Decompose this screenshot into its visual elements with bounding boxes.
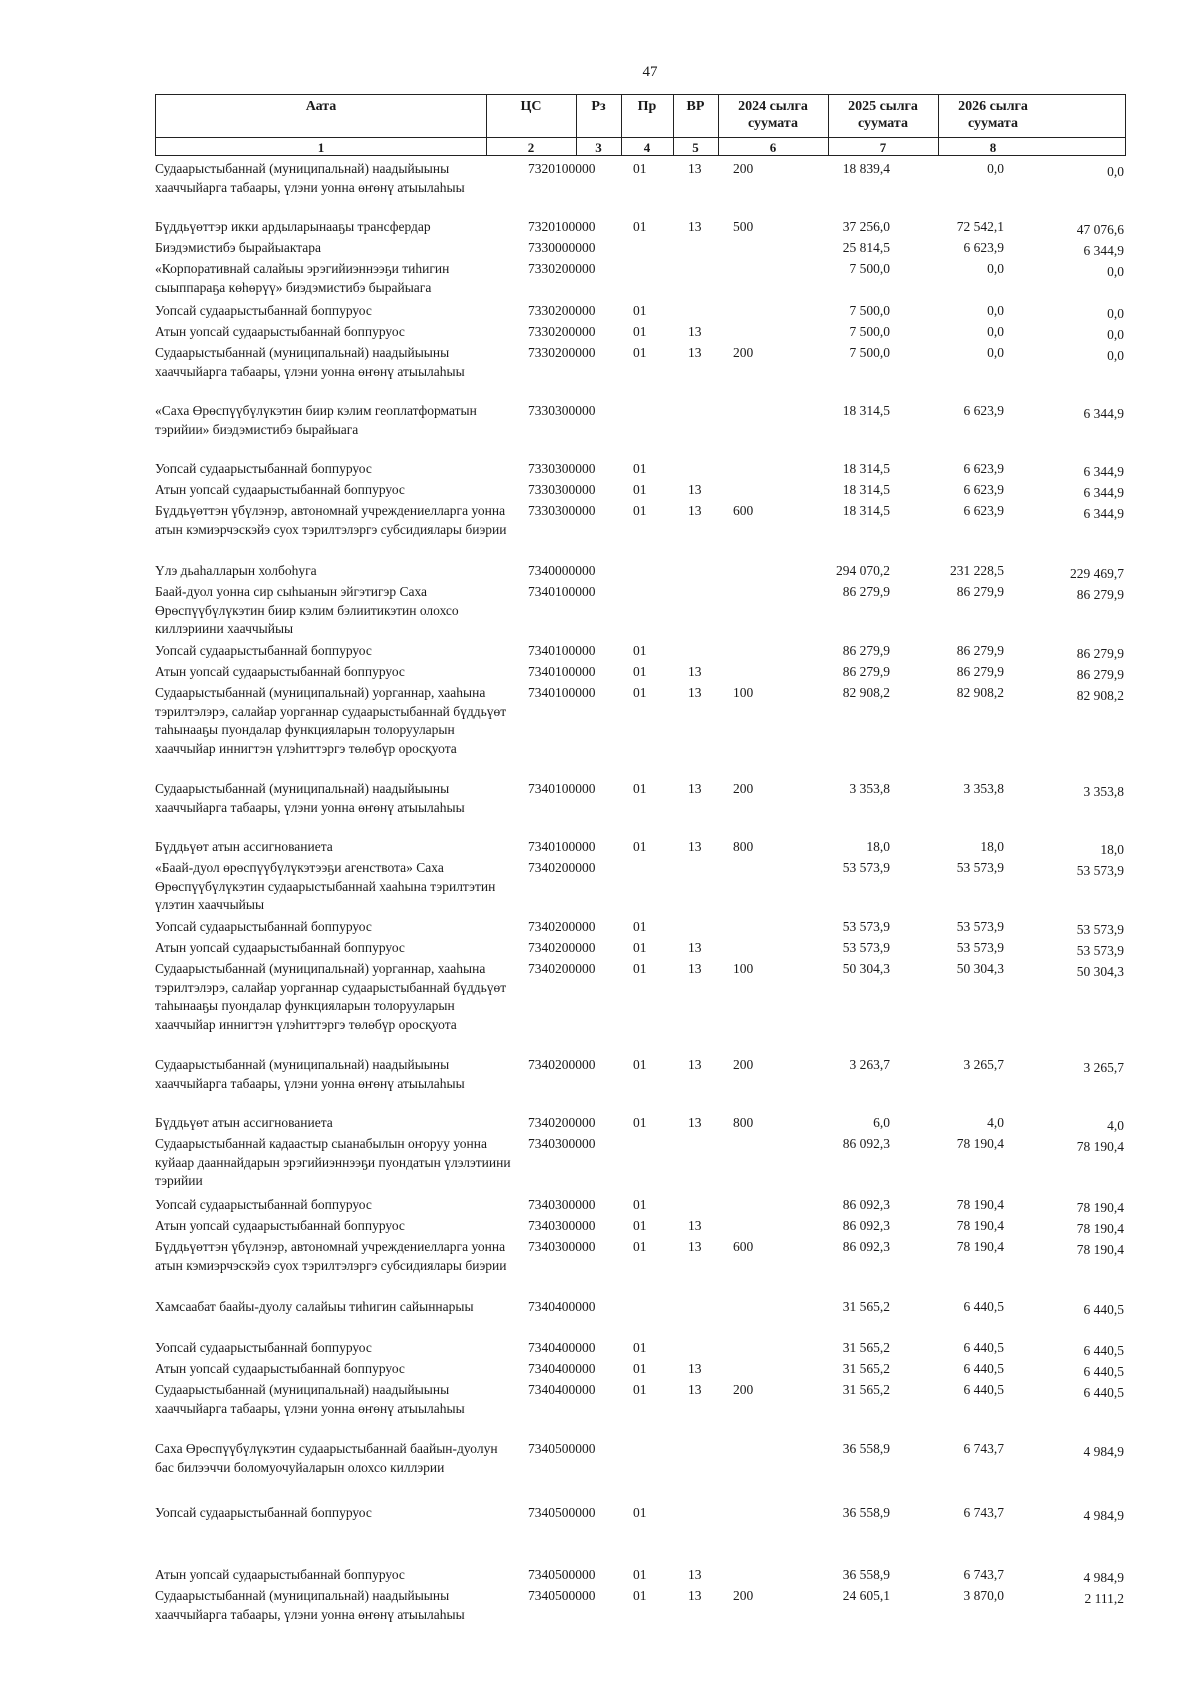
row-y2026: 6 344,9 (1083, 506, 1124, 521)
row-cs: 7340400000 (528, 1382, 596, 1397)
row-y2026: 53 573,9 (1076, 943, 1124, 958)
row-rz: 01 (633, 839, 647, 854)
row-y2025: 3 870,0 (963, 1588, 1004, 1603)
row-name: Уопсай судаарыстыбаннай боппуруос (155, 303, 372, 318)
row-name: Бүддьүөттэн үбүлэнэр, автономнай учреждениелларга уонна атын кэмиэрчэскэйэ суох тэрилтэлэргэ субсидиялары биэрии (155, 1239, 507, 1273)
row-cs: 7340400000 (528, 1340, 596, 1355)
row-y2026: 6 344,9 (1083, 406, 1124, 421)
row-rz: 01 (633, 961, 647, 976)
row-y2025: 6 623,9 (963, 403, 1004, 418)
row-y2026: 229 469,7 (1070, 566, 1124, 581)
row-vr: 200 (733, 781, 754, 796)
row-name: Бүддьүөттэр икки ардыларынааҕы трансфердар (155, 219, 431, 234)
row-y2024: 3 353,8 (849, 781, 890, 796)
row-pr: 13 (688, 1588, 702, 1603)
row-y2025: 231 228,5 (950, 563, 1004, 578)
row-cs: 7340100000 (528, 584, 596, 599)
row-y2025: 18,0 (980, 839, 1004, 854)
row-name: Атын уопсай судаарыстыбаннай боппуруос (155, 482, 405, 497)
row-rz: 01 (633, 1197, 647, 1212)
row-y2025: 72 542,1 (956, 219, 1004, 234)
row-rz: 01 (633, 324, 647, 339)
row-name: Уопсай судаарыстыбаннай боппуруос (155, 1197, 372, 1212)
row-pr: 13 (688, 961, 702, 976)
row-name: Хамсаабат баайы-дуолу салайыы тиһигин сайыннарыы (155, 1299, 474, 1314)
row-pr: 13 (688, 1115, 702, 1130)
row-name: «Саха Өрөспүүбүлүкэтин биир кэлим геоплатформатын тэрийии» биэдэмистибэ бырайыага (155, 403, 477, 437)
row-cs: 7340200000 (528, 860, 596, 875)
row-vr: 500 (733, 219, 754, 234)
row-rz: 01 (633, 1567, 647, 1582)
row-y2024: 18 314,5 (842, 461, 890, 476)
row-pr: 13 (688, 940, 702, 955)
row-y2024: 18,0 (866, 839, 890, 854)
row-cs: 7340200000 (528, 940, 596, 955)
row-cs: 7340300000 (528, 1218, 596, 1233)
row-cs: 7340100000 (528, 781, 596, 796)
row-name: Судаарыстыбаннай (муниципальнай) наадыйыыны хааччыйарга табаары, үлэни уонна өҥөнү атыылаһыы (155, 345, 465, 379)
row-y2024: 24 605,1 (842, 1588, 890, 1603)
row-vr: 600 (733, 503, 754, 518)
row-y2025: 6 623,9 (963, 240, 1004, 255)
row-rz: 01 (633, 1505, 647, 1520)
row-y2026: 78 190,4 (1076, 1242, 1124, 1257)
row-cs: 7340500000 (528, 1441, 596, 1456)
row-name: Бүддьүөт атын ассигнованиета (155, 1115, 333, 1130)
row-y2024: 86 279,9 (842, 643, 890, 658)
row-name: Атын уопсай судаарыстыбаннай боппуруос (155, 1361, 405, 1376)
row-pr: 13 (688, 1057, 702, 1072)
row-pr: 13 (688, 345, 702, 360)
row-y2026: 47 076,6 (1076, 222, 1124, 237)
row-y2025: 6 623,9 (963, 482, 1004, 497)
row-name: Судаарыстыбаннай (муниципальнай) наадыйыыны хааччыйарга табаары, үлэни уонна өҥөнү атыылаһыы (155, 781, 465, 815)
header-rule (156, 137, 1125, 138)
row-y2024: 53 573,9 (842, 919, 890, 934)
row-y2026: 82 908,2 (1076, 688, 1124, 703)
col-number: 2 (527, 140, 535, 155)
row-rz: 01 (633, 1239, 647, 1254)
row-y2025: 0,0 (987, 345, 1004, 360)
row-y2026: 6 344,9 (1083, 464, 1124, 479)
row-y2024: 36 558,9 (842, 1441, 890, 1456)
row-rz: 01 (633, 781, 647, 796)
row-cs: 7330200000 (528, 303, 596, 318)
row-rz: 01 (633, 461, 647, 476)
row-cs: 7330300000 (528, 461, 596, 476)
row-pr: 13 (688, 839, 702, 854)
row-y2025: 6 743,7 (963, 1505, 1004, 1520)
row-y2025: 78 190,4 (956, 1239, 1004, 1254)
header-vr: ВР (686, 99, 705, 114)
row-name: «Корпоративнай салайыы эрэгийиэннээҕи тиһигин сыыппараҕа көһөрүү» биэдэмистибэ бырайыага (155, 261, 450, 295)
row-pr: 13 (688, 1382, 702, 1397)
row-rz: 01 (633, 503, 647, 518)
row-y2024: 18 839,4 (842, 161, 890, 176)
row-cs: 7330300000 (528, 482, 596, 497)
row-y2024: 53 573,9 (842, 860, 890, 875)
row-y2024: 6,0 (873, 1115, 890, 1130)
row-cs: 7340200000 (528, 1115, 596, 1130)
row-name: Атын уопсай судаарыстыбаннай боппуруос (155, 1218, 405, 1233)
row-y2025: 6 440,5 (963, 1340, 1004, 1355)
row-name: «Баай-дуол өрөспүүбүлүкэтээҕи агенствота» Саха Өрөспүүбүлүкэтин судаарыстыбаннай хааһына тэрилтэтин үлэтин хааччыйыы (155, 860, 496, 912)
row-y2025: 78 190,4 (956, 1218, 1004, 1233)
row-name: Уопсай судаарыстыбаннай боппуруос (155, 1505, 372, 1520)
col-number: 6 (769, 140, 777, 155)
row-name: Атын уопсай судаарыстыбаннай боппуруос (155, 940, 405, 955)
row-y2026: 6 344,9 (1083, 243, 1124, 258)
row-cs: 7340100000 (528, 685, 596, 700)
row-y2026: 0,0 (1107, 264, 1124, 279)
row-y2024: 7 500,0 (849, 303, 890, 318)
row-y2025: 4,0 (987, 1115, 1004, 1130)
row-y2025: 53 573,9 (956, 919, 1004, 934)
row-y2024: 82 908,2 (842, 685, 890, 700)
row-cs: 7320100000 (528, 219, 596, 234)
row-pr: 13 (688, 503, 702, 518)
row-pr: 13 (688, 482, 702, 497)
row-y2026: 78 190,4 (1076, 1200, 1124, 1215)
row-name: Судаарыстыбаннай (муниципальнай) уорганнар, хааһына тэрилтэлэрэ, салайар уорганнар судаарыстыбаннай бүддьүөт таһынааҕы пуондалар функцияларын толорууларын хааччыйар иннигтэн үлэһиттэргэ төлөбүр оросқуота (155, 685, 507, 756)
row-vr: 100 (733, 685, 754, 700)
row-vr: 200 (733, 1588, 754, 1603)
row-pr: 13 (688, 219, 702, 234)
row-y2025: 78 190,4 (956, 1136, 1004, 1151)
row-cs: 7340500000 (528, 1505, 596, 1520)
header-y2024: 2024 сылга суумата (738, 99, 808, 131)
row-vr: 800 (733, 1115, 754, 1130)
row-y2026: 50 304,3 (1076, 964, 1124, 979)
row-cs: 7340300000 (528, 1197, 596, 1212)
row-y2026: 86 279,9 (1076, 587, 1124, 602)
row-rz: 01 (633, 1361, 647, 1376)
row-rz: 01 (633, 685, 647, 700)
row-y2024: 294 070,2 (836, 563, 890, 578)
row-rz: 01 (633, 919, 647, 934)
row-name: Судаарыстыбаннай (муниципальнай) наадыйыыны хааччыйарга табаары, үлэни уонна өҥөнү атыылаһыы (155, 1382, 465, 1416)
row-cs: 7340100000 (528, 839, 596, 854)
col-number: 1 (317, 140, 325, 155)
row-vr: 200 (733, 1057, 754, 1072)
row-y2026: 18,0 (1100, 842, 1124, 857)
row-y2025: 86 279,9 (956, 664, 1004, 679)
row-rz: 01 (633, 219, 647, 234)
row-pr: 13 (688, 324, 702, 339)
row-y2025: 6 743,7 (963, 1441, 1004, 1456)
row-y2026: 6 440,5 (1083, 1343, 1124, 1358)
row-rz: 01 (633, 1057, 647, 1072)
header-name: Аата (305, 99, 337, 114)
row-name: Атын уопсай судаарыстыбаннай боппуруос (155, 1567, 405, 1582)
row-pr: 13 (688, 161, 702, 176)
row-cs: 7340400000 (528, 1361, 596, 1376)
row-cs: 7340300000 (528, 1136, 596, 1151)
row-y2024: 7 500,0 (849, 345, 890, 360)
row-y2024: 31 565,2 (842, 1382, 890, 1397)
row-y2024: 50 304,3 (842, 961, 890, 976)
row-y2024: 25 814,5 (842, 240, 890, 255)
row-y2026: 0,0 (1107, 164, 1124, 179)
row-y2026: 86 279,9 (1076, 667, 1124, 682)
row-y2025: 6 743,7 (963, 1567, 1004, 1582)
row-y2026: 0,0 (1107, 348, 1124, 363)
row-y2025: 6 623,9 (963, 461, 1004, 476)
row-name: Судаарыстыбаннай (муниципальнай) наадыйыыны хааччыйарга табаары, үлэни уонна өҥөнү атыылаһыы (155, 1588, 465, 1622)
row-name: Судаарыстыбаннай (муниципальнай) наадыйыыны хааччыйарга табаары, үлэни уонна өҥөнү атыылаһыы (155, 1057, 465, 1091)
row-y2024: 86 092,3 (842, 1239, 890, 1254)
row-vr: 600 (733, 1239, 754, 1254)
row-y2024: 7 500,0 (849, 261, 890, 276)
row-y2024: 18 314,5 (842, 403, 890, 418)
header-y2026: 2026 сылга суумата (958, 99, 1028, 131)
row-cs: 7340200000 (528, 919, 596, 934)
header-cs: ЦС (520, 99, 542, 114)
row-y2024: 86 092,3 (842, 1218, 890, 1233)
row-rz: 01 (633, 643, 647, 658)
row-y2026: 6 440,5 (1083, 1302, 1124, 1317)
row-pr: 13 (688, 1361, 702, 1376)
row-y2024: 31 565,2 (842, 1340, 890, 1355)
row-pr: 13 (688, 1239, 702, 1254)
row-y2026: 6 344,9 (1083, 485, 1124, 500)
row-pr: 13 (688, 781, 702, 796)
row-rz: 01 (633, 1115, 647, 1130)
row-name: Судаарыстыбаннай (муниципальнай) наадыйыыны хааччыйарга табаары, үлэни уонна өҥөнү атыылаһыы (155, 161, 465, 195)
row-name: Уопсай судаарыстыбаннай боппуруос (155, 461, 372, 476)
row-y2024: 86 092,3 (842, 1197, 890, 1212)
row-name: Бүддьүөттэн үбүлэнэр, автономнай учреждениелларга уонна атын кэмиэрчэскэйэ суох тэрилтэлэргэ субсидиялары биэрии (155, 503, 507, 537)
page-number: 47 (642, 64, 658, 80)
row-rz: 01 (633, 1588, 647, 1603)
row-y2025: 3 353,8 (963, 781, 1004, 796)
row-y2024: 36 558,9 (842, 1505, 890, 1520)
row-y2026: 4,0 (1107, 1118, 1124, 1133)
row-cs: 7340400000 (528, 1299, 596, 1314)
row-vr: 200 (733, 1382, 754, 1397)
row-y2026: 4 984,9 (1083, 1508, 1124, 1523)
row-y2026: 6 440,5 (1083, 1385, 1124, 1400)
row-cs: 7340500000 (528, 1588, 596, 1603)
col-number: 8 (989, 140, 997, 155)
row-y2025: 53 573,9 (956, 860, 1004, 875)
row-cs: 7340500000 (528, 1567, 596, 1582)
row-y2024: 7 500,0 (849, 324, 890, 339)
row-pr: 13 (688, 685, 702, 700)
row-rz: 01 (633, 940, 647, 955)
row-pr: 13 (688, 664, 702, 679)
row-name: Атын уопсай судаарыстыбаннай боппуруос (155, 324, 405, 339)
row-name: Бүддьүөт атын ассигнованиета (155, 839, 333, 854)
row-y2025: 82 908,2 (956, 685, 1004, 700)
row-vr: 200 (733, 345, 754, 360)
row-y2025: 50 304,3 (956, 961, 1004, 976)
row-y2024: 18 314,5 (842, 503, 890, 518)
row-cs: 7320100000 (528, 161, 596, 176)
col-number: 7 (879, 140, 887, 155)
table-header (155, 94, 1126, 156)
row-y2025: 6 623,9 (963, 503, 1004, 518)
row-y2026: 3 353,8 (1083, 784, 1124, 799)
row-y2025: 53 573,9 (956, 940, 1004, 955)
row-name: Судаарыстыбаннай кадаастыр сыанабылын оҥоруу уонна куйаар дааннайдарын эрэгийиэннээҕи пуондатын үлэлэтиини тэрийии (155, 1136, 511, 1188)
row-y2025: 86 279,9 (956, 584, 1004, 599)
row-y2026: 78 190,4 (1076, 1139, 1124, 1154)
row-vr: 800 (733, 839, 754, 854)
row-y2026: 53 573,9 (1076, 922, 1124, 937)
row-cs: 7340200000 (528, 1057, 596, 1072)
row-rz: 01 (633, 161, 647, 176)
row-y2025: 0,0 (987, 261, 1004, 276)
row-pr: 13 (688, 1218, 702, 1233)
row-y2025: 6 440,5 (963, 1361, 1004, 1376)
row-y2024: 86 279,9 (842, 664, 890, 679)
header-rz: Рз (591, 99, 606, 114)
row-y2024: 3 263,7 (849, 1057, 890, 1072)
row-name: Судаарыстыбаннай (муниципальнай) уорганнар, хааһына тэрилтэлэрэ, салайар уорганнар судаарыстыбаннай бүддьүөт таһынааҕы пуондалар функцияларын толорууларын хааччыйар иннигтэн үлэһиттэргэ төлөбүр оросқуота (155, 961, 507, 1032)
row-cs: 7330200000 (528, 261, 596, 276)
row-y2026: 0,0 (1107, 327, 1124, 342)
row-y2026: 4 984,9 (1083, 1570, 1124, 1585)
row-rz: 01 (633, 1340, 647, 1355)
row-name: Уопсай судаарыстыбаннай боппуруос (155, 919, 372, 934)
row-y2026: 53 573,9 (1076, 863, 1124, 878)
header-y2025: 2025 сылга суумата (848, 99, 918, 131)
row-vr: 100 (733, 961, 754, 976)
row-y2024: 53 573,9 (842, 940, 890, 955)
row-y2024: 18 314,5 (842, 482, 890, 497)
row-y2026: 4 984,9 (1083, 1444, 1124, 1459)
row-cs: 7340300000 (528, 1239, 596, 1254)
row-y2024: 86 092,3 (842, 1136, 890, 1151)
row-cs: 7330300000 (528, 403, 596, 418)
row-y2025: 0,0 (987, 324, 1004, 339)
row-y2024: 37 256,0 (842, 219, 890, 234)
row-rz: 01 (633, 664, 647, 679)
row-cs: 7330000000 (528, 240, 596, 255)
row-name: Үлэ дьаһалларын холбоһуга (155, 563, 317, 578)
row-y2024: 86 279,9 (842, 584, 890, 599)
row-y2026: 86 279,9 (1076, 646, 1124, 661)
col-number: 3 (595, 140, 602, 155)
row-pr: 13 (688, 1567, 702, 1582)
row-y2025: 6 440,5 (963, 1382, 1004, 1397)
row-cs: 7340200000 (528, 961, 596, 976)
row-rz: 01 (633, 303, 647, 318)
header-pr: Пр (637, 99, 657, 114)
col-number: 5 (692, 140, 699, 155)
row-name: Атын уопсай судаарыстыбаннай боппуруос (155, 664, 405, 679)
row-rz: 01 (633, 1382, 647, 1397)
row-y2026: 78 190,4 (1076, 1221, 1124, 1236)
row-y2024: 36 558,9 (842, 1567, 890, 1582)
row-name: Саха Өрөспүүбүлүкэтин судаарыстыбаннай баайын-дуолун бас билээччи боломуочуйаларын олохсо киллэрии (155, 1441, 498, 1475)
row-y2025: 78 190,4 (956, 1197, 1004, 1212)
row-cs: 7330200000 (528, 324, 596, 339)
row-name: Биэдэмистибэ бырайыактара (155, 240, 322, 255)
row-y2026: 6 440,5 (1083, 1364, 1124, 1379)
row-vr: 200 (733, 161, 754, 176)
row-y2026: 0,0 (1107, 306, 1124, 321)
row-rz: 01 (633, 345, 647, 360)
row-rz: 01 (633, 1218, 647, 1233)
row-cs: 7340100000 (528, 664, 596, 679)
row-y2026: 2 111,2 (1084, 1591, 1124, 1606)
row-name: Уопсай судаарыстыбаннай боппуруос (155, 1340, 372, 1355)
row-cs: 7330300000 (528, 503, 596, 518)
row-y2024: 31 565,2 (842, 1299, 890, 1314)
row-y2024: 31 565,2 (842, 1361, 890, 1376)
col-number: 4 (643, 140, 651, 155)
row-y2025: 3 265,7 (963, 1057, 1004, 1072)
row-y2026: 3 265,7 (1083, 1060, 1124, 1075)
row-y2025: 6 440,5 (963, 1299, 1004, 1314)
row-cs: 7330200000 (528, 345, 596, 360)
row-y2025: 0,0 (987, 303, 1004, 318)
row-name: Баай-дуол уонна сир сыһыанын эйгэтигэр Саха Өрөспүүбүлүкэтин биир кэлим бэлиитикэтин олохсо киллэриини хааччыйыы (155, 584, 459, 636)
row-cs: 7340000000 (528, 563, 596, 578)
row-rz: 01 (633, 482, 647, 497)
row-name: Уопсай судаарыстыбаннай боппуруос (155, 643, 372, 658)
row-cs: 7340100000 (528, 643, 596, 658)
row-y2025: 0,0 (987, 161, 1004, 176)
row-y2025: 86 279,9 (956, 643, 1004, 658)
